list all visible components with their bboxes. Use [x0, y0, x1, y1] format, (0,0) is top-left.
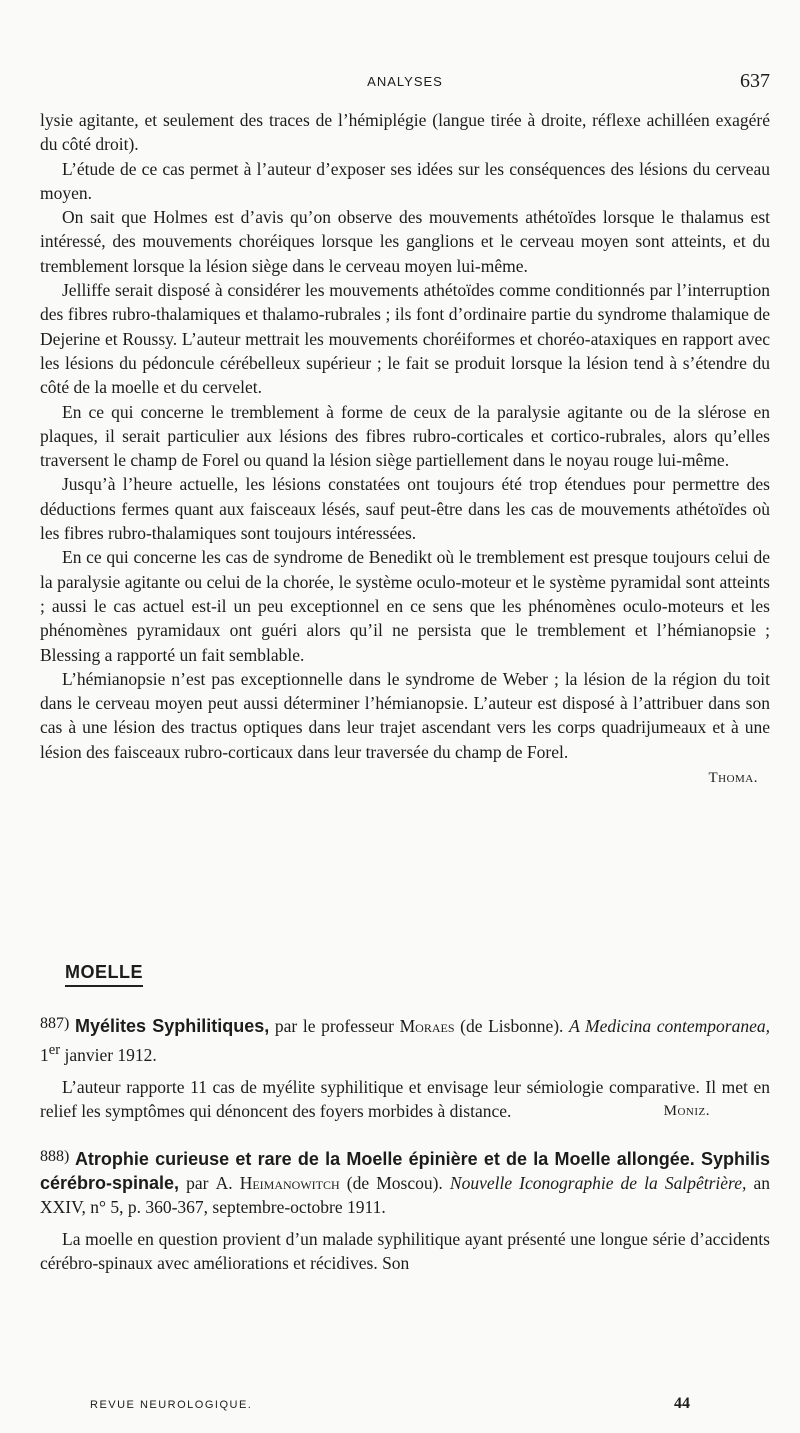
abstract-affiliation: (de Lisbonne). [460, 1016, 564, 1036]
reviewer-signature: Thoma. [708, 770, 758, 787]
abstract-entry [40, 1012, 770, 1123]
analysis-body [40, 108, 770, 790]
abstract-journal: Nouvelle Iconographie de la Salpêtrière, [449, 1172, 747, 1193]
abstract-date-day: 1 [40, 1044, 49, 1065]
section-title: MOELLE [65, 962, 143, 982]
abstract-heading [40, 1145, 770, 1219]
abstract-signature: Moniz. [663, 1102, 710, 1119]
abstract-body [40, 1075, 770, 1123]
running-title: ANALYSES [367, 74, 443, 89]
abstract-entry [40, 1145, 770, 1275]
abstract-date-sup: er [48, 1042, 61, 1058]
paragraph: Jelliffe serait disposé à considérer les mouvements athétoïdes comme conditionnés par l’interruption des fibres rubro-thalamiques et thalamo-rubrales ; ils font d’ordinaire partie du syndrome thalamique de Dejerine et Roussy. L’auteur mettrait les mouvements choréiformes et choréo-ataxiques en rapport avec les lésions du pédoncule cérébelleux supérieur ; le fait se produit lorsque la lésion tend à s’étendre du côté de la moelle et du cervelet. [40, 280, 770, 398]
paragraph: L’étude de ce cas permet à l’auteur d’exposer ses idées sur les conséquences des lésions du cerveau moyen. [40, 158, 770, 203]
abstract-byline: par le professeur [274, 1016, 394, 1036]
footer-sheet-number: 44 [674, 1395, 690, 1412]
abstract-body-text: L’auteur rapporte 11 cas de myélite syphilitique et envisage leur sémiologie comparative. Il met en relief les symptômes qui dénoncent des foyers morbides à distance. [40, 1076, 770, 1121]
page-footer [90, 1395, 690, 1419]
abstract-body: La moelle en question provient d’un malade syphilitique ayant présenté une longue série d’accidents cérébro-spinaux avec améliorations et récidives. Son [40, 1228, 770, 1273]
section-underline [65, 985, 143, 987]
paragraph: En ce qui concerne les cas de syndrome de Benedikt où le tremblement est presque toujours celui de la paralysie agitante ou celui de la chorée, le système oculo-moteur et le système pyramidal sont atteints ; aussi le cas actuel est-il un peu exceptionnel en ce sens que les phénomènes oculo-moteurs et les phénomènes pyramidaux ont guéri alors qu’il ne persista que le tremblement et l’hémianopsie ; Blessing a rapporté un fait semblable. [40, 547, 770, 665]
paragraph: lysie agitante, et seulement des traces de l’hémiplégie (langue tirée à droite, réflexe achilléen exagéré du côté droit). [40, 110, 770, 155]
page-number: 637 [740, 70, 770, 92]
abstract-number: 887) [40, 1015, 70, 1032]
abstract-heading [40, 1012, 770, 1067]
abstract-author: A. Heimanowitch [215, 1172, 340, 1193]
paragraph: En ce qui concerne le tremblement à forme de ceux de la paralysie agitante ou de la slérose en plaques, il serait particulier aux lésions des fibres rubro-corticales et cortico-rubrales, alors qu’elles traversent le champ de Forel ou quand la lésion siège partiellement dans le noyau rouge lui-même. [40, 401, 770, 471]
abstract-details: an XXIV, n° 5, p. 360-367, septembre-octobre 1911. [40, 1172, 770, 1217]
abstract-date-rest: janvier 1912. [64, 1044, 157, 1065]
abstract-byline: par [186, 1172, 209, 1193]
abstract-number: 888) [40, 1147, 70, 1165]
abstracts-list [40, 1012, 770, 1297]
abstract-title: Atrophie curieuse et rare de la Moelle épinière et de la Moelle allongée. Syphilis cérébro-spinale, [40, 1148, 771, 1193]
paragraph: Jusqu’à l’heure actuelle, les lésions constatées ont toujours été trop étendues pour permettre des déductions fermes quant aux faisceaux lésés, sauf peut-être dans les cas de mouvements athétoïdes où les fibres rubro-thalamiques sont toujours intéressées. [40, 474, 770, 544]
paragraph: On sait que Holmes est d’avis qu’on observe des mouvements athétoïdes lorsque le thalamus est intéressé, des mouvements choréiques lorsque les ganglions et le cerveau moyen sont atteints, et du tremblement lorsque la lésion siège dans le cerveau moyen lui-même. [40, 207, 770, 276]
paragraph: L’hémianopsie n’est pas exceptionnelle dans le syndrome de Weber ; la lésion de la région du toit dans le cerveau moyen peut aussi déterminer l’hémianopsie. L’auteur est disposé à l’attribuer dans son cas à une lésion des tractus optiques dans leur trajet ascendant vers les corps quadrijumeaux et à une lésion des faisceaux rubro-corticaux dans leur traversée du champ de Forel. [40, 668, 770, 762]
abstract-author: Moraes [399, 1016, 455, 1036]
abstract-affiliation: (de Moscou). [346, 1172, 443, 1193]
abstract-title: Myélites Syphilitiques, [74, 1016, 270, 1036]
running-header [40, 70, 770, 94]
footer-journal-name: REVUE NEUROLOGIQUE. [90, 1399, 253, 1411]
abstract-journal: A Medicina contemporanea, [569, 1016, 770, 1036]
section-heading [65, 962, 143, 987]
